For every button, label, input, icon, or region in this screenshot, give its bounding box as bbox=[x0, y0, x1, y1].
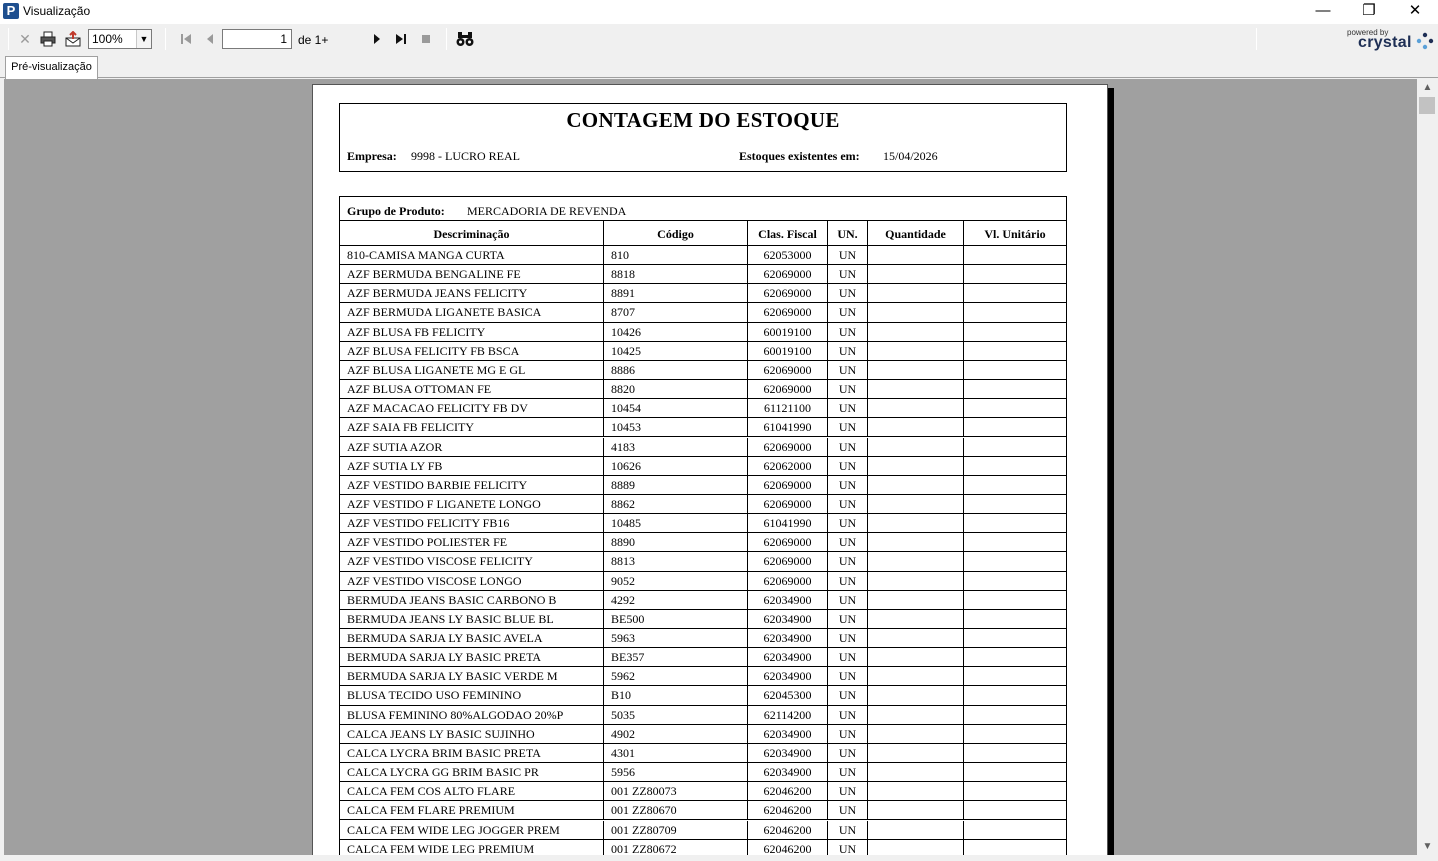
minimize-button[interactable]: — bbox=[1315, 2, 1331, 19]
cell-descriminacao: AZF MACACAO FELICITY FB DV bbox=[340, 399, 604, 418]
scroll-down-icon[interactable]: ▼ bbox=[1422, 841, 1433, 852]
cell-clas-fiscal: 62069000 bbox=[748, 552, 828, 571]
cell-vl-unitario bbox=[964, 380, 1066, 399]
page-count-label: de 1+ bbox=[298, 33, 329, 47]
cell-descriminacao: CALCA FEM WIDE LEG JOGGER PREM bbox=[340, 821, 604, 840]
cell-codigo: B10 bbox=[604, 686, 748, 705]
cell-descriminacao: AZF SAIA FB FELICITY bbox=[340, 418, 604, 437]
table-row bbox=[340, 246, 1066, 265]
cell-vl-unitario bbox=[964, 476, 1066, 495]
crystal-logo bbox=[1346, 28, 1436, 52]
cell-quantidade bbox=[868, 706, 964, 725]
cell-descriminacao: AZF VESTIDO POLIESTER FE bbox=[340, 533, 604, 552]
table-row bbox=[340, 342, 1066, 361]
cell-clas-fiscal: 62069000 bbox=[748, 572, 828, 591]
cell-clas-fiscal: 62069000 bbox=[748, 265, 828, 284]
cell-codigo: 10485 bbox=[604, 514, 748, 533]
cell-clas-fiscal: 62034900 bbox=[748, 591, 828, 610]
cell-codigo: 10453 bbox=[604, 418, 748, 437]
table-row bbox=[340, 418, 1066, 437]
cell-vl-unitario bbox=[964, 744, 1066, 763]
cell-descriminacao: BLUSA FEMININO 80%ALGODAO 20%P bbox=[340, 706, 604, 725]
cell-vl-unitario bbox=[964, 265, 1066, 284]
stop-icon[interactable] bbox=[416, 28, 436, 50]
cell-un: UN bbox=[828, 399, 868, 418]
cell-vl-unitario bbox=[964, 686, 1066, 705]
cell-vl-unitario bbox=[964, 725, 1066, 744]
cell-clas-fiscal: 62114200 bbox=[748, 706, 828, 725]
table-row bbox=[340, 782, 1066, 801]
cell-vl-unitario bbox=[964, 667, 1066, 686]
cell-un: UN bbox=[828, 706, 868, 725]
table-row bbox=[340, 667, 1066, 686]
crystal-logo-icon bbox=[1416, 32, 1434, 50]
crystal-powered-by: powered by bbox=[1347, 28, 1389, 37]
scroll-thumb[interactable] bbox=[1419, 97, 1435, 114]
cell-codigo: 4902 bbox=[604, 725, 748, 744]
cell-codigo: 8820 bbox=[604, 380, 748, 399]
tab-bar bbox=[0, 56, 1438, 78]
cell-vl-unitario bbox=[964, 438, 1066, 457]
cell-quantidade bbox=[868, 418, 964, 437]
cell-quantidade bbox=[868, 284, 964, 303]
cell-un: UN bbox=[828, 667, 868, 686]
previous-page-icon[interactable] bbox=[200, 28, 220, 50]
cell-vl-unitario bbox=[964, 552, 1066, 571]
cell-quantidade bbox=[868, 438, 964, 457]
cell-clas-fiscal: 62069000 bbox=[748, 284, 828, 303]
cell-un: UN bbox=[828, 744, 868, 763]
column-header-un: UN. bbox=[828, 221, 868, 246]
cell-descriminacao: AZF BERMUDA LIGANETE BASICA bbox=[340, 303, 604, 322]
cell-un: UN bbox=[828, 629, 868, 648]
search-binoculars-icon[interactable] bbox=[455, 28, 475, 50]
toolbar-separator bbox=[8, 28, 9, 50]
page-number-input[interactable] bbox=[222, 29, 292, 49]
cell-codigo: 8707 bbox=[604, 303, 748, 322]
cell-codigo: 001 ZZ80670 bbox=[604, 801, 748, 820]
cell-descriminacao: CALCA FEM WIDE LEG PREMIUM bbox=[340, 840, 604, 855]
cell-quantidade bbox=[868, 342, 964, 361]
cell-codigo: 10426 bbox=[604, 323, 748, 342]
chevron-down-icon[interactable]: ▼ bbox=[136, 30, 151, 48]
cell-vl-unitario bbox=[964, 361, 1066, 380]
toolbar-separator bbox=[1256, 28, 1257, 50]
cell-descriminacao: AZF BERMUDA JEANS FELICITY bbox=[340, 284, 604, 303]
cell-quantidade bbox=[868, 323, 964, 342]
cell-vl-unitario bbox=[964, 840, 1066, 855]
cell-clas-fiscal: 61041990 bbox=[748, 514, 828, 533]
cell-vl-unitario bbox=[964, 591, 1066, 610]
cell-quantidade bbox=[868, 821, 964, 840]
cell-quantidade bbox=[868, 591, 964, 610]
cell-clas-fiscal: 60019100 bbox=[748, 323, 828, 342]
cell-descriminacao: BERMUDA SARJA LY BASIC AVELA bbox=[340, 629, 604, 648]
table-row bbox=[340, 763, 1066, 782]
cell-quantidade bbox=[868, 610, 964, 629]
tab-preview[interactable]: Pré-visualização bbox=[5, 56, 98, 79]
cell-descriminacao: AZF SUTIA LY FB bbox=[340, 457, 604, 476]
table-row bbox=[340, 801, 1066, 820]
cell-descriminacao: AZF BLUSA FELICITY FB BSCA bbox=[340, 342, 604, 361]
cell-descriminacao: BERMUDA SARJA LY BASIC PRETA bbox=[340, 648, 604, 667]
cell-vl-unitario bbox=[964, 610, 1066, 629]
report-header bbox=[339, 103, 1067, 172]
cell-descriminacao: 810-CAMISA MANGA CURTA bbox=[340, 246, 604, 265]
toolbar bbox=[0, 24, 1438, 56]
table-row bbox=[340, 303, 1066, 322]
cell-clas-fiscal: 62034900 bbox=[748, 610, 828, 629]
cell-quantidade bbox=[868, 648, 964, 667]
vertical-scrollbar[interactable] bbox=[1417, 79, 1438, 855]
cell-clas-fiscal: 62046200 bbox=[748, 840, 828, 855]
cell-descriminacao: AZF SUTIA AZOR bbox=[340, 438, 604, 457]
window-title: Visualização bbox=[23, 4, 91, 18]
cell-un: UN bbox=[828, 552, 868, 571]
cell-un: UN bbox=[828, 476, 868, 495]
table-row bbox=[340, 744, 1066, 763]
zoom-select[interactable] bbox=[88, 29, 152, 49]
cell-codigo: 8889 bbox=[604, 476, 748, 495]
cell-un: UN bbox=[828, 572, 868, 591]
cell-quantidade bbox=[868, 533, 964, 552]
cell-codigo: 8886 bbox=[604, 361, 748, 380]
cell-clas-fiscal: 61121100 bbox=[748, 399, 828, 418]
cell-codigo: 4301 bbox=[604, 744, 748, 763]
table-row bbox=[340, 648, 1066, 667]
cell-clas-fiscal: 62069000 bbox=[748, 380, 828, 399]
cell-quantidade bbox=[868, 476, 964, 495]
column-header-codigo: Código bbox=[604, 221, 748, 246]
cell-codigo: 4183 bbox=[604, 438, 748, 457]
cell-quantidade bbox=[868, 265, 964, 284]
cell-codigo: 8890 bbox=[604, 533, 748, 552]
last-page-icon[interactable] bbox=[391, 28, 411, 50]
cell-un: UN bbox=[828, 686, 868, 705]
cell-codigo: 001 ZZ80709 bbox=[604, 821, 748, 840]
cell-codigo: 5035 bbox=[604, 706, 748, 725]
cell-un: UN bbox=[828, 323, 868, 342]
title-bar bbox=[0, 0, 1438, 24]
table-row bbox=[340, 323, 1066, 342]
cell-vl-unitario bbox=[964, 629, 1066, 648]
cell-un: UN bbox=[828, 610, 868, 629]
table-row bbox=[340, 399, 1066, 418]
table-row bbox=[340, 514, 1066, 533]
cell-clas-fiscal: 62034900 bbox=[748, 648, 828, 667]
cell-descriminacao: BERMUDA JEANS LY BASIC BLUE BL bbox=[340, 610, 604, 629]
cell-clas-fiscal: 62069000 bbox=[748, 533, 828, 552]
table-row bbox=[340, 457, 1066, 476]
print-icon[interactable] bbox=[38, 28, 58, 50]
cell-un: UN bbox=[828, 380, 868, 399]
cell-descriminacao: CALCA JEANS LY BASIC SUJINHO bbox=[340, 725, 604, 744]
cell-quantidade bbox=[868, 303, 964, 322]
cell-quantidade bbox=[868, 572, 964, 591]
table-row bbox=[340, 361, 1066, 380]
zoom-value: 100% bbox=[92, 32, 123, 46]
cell-codigo: 9052 bbox=[604, 572, 748, 591]
table-row bbox=[340, 706, 1066, 725]
estoques-date: 15/04/2026 bbox=[883, 149, 938, 163]
grupo-label: Grupo de Produto: bbox=[347, 204, 445, 218]
cell-quantidade bbox=[868, 782, 964, 801]
cell-quantidade bbox=[868, 629, 964, 648]
cell-vl-unitario bbox=[964, 342, 1066, 361]
cell-un: UN bbox=[828, 495, 868, 514]
cell-clas-fiscal: 62046200 bbox=[748, 821, 828, 840]
cell-vl-unitario bbox=[964, 648, 1066, 667]
cell-codigo: 4292 bbox=[604, 591, 748, 610]
table-row bbox=[340, 552, 1066, 571]
cell-quantidade bbox=[868, 667, 964, 686]
close-window-button[interactable]: ✕ bbox=[1408, 2, 1422, 19]
cell-quantidade bbox=[868, 725, 964, 744]
cell-codigo: 8862 bbox=[604, 495, 748, 514]
cell-vl-unitario bbox=[964, 706, 1066, 725]
cell-codigo: 10626 bbox=[604, 457, 748, 476]
table-row bbox=[340, 265, 1066, 284]
cell-quantidade bbox=[868, 380, 964, 399]
cell-codigo: BE357 bbox=[604, 648, 748, 667]
cell-quantidade bbox=[868, 686, 964, 705]
export-icon[interactable] bbox=[63, 28, 83, 50]
cell-un: UN bbox=[828, 533, 868, 552]
toolbar-separator bbox=[165, 28, 166, 50]
cell-un: UN bbox=[828, 265, 868, 284]
page-number-value: 1 bbox=[280, 32, 287, 46]
cell-descriminacao: CALCA FEM COS ALTO FLARE bbox=[340, 782, 604, 801]
cell-descriminacao: AZF VESTIDO F LIGANETE LONGO bbox=[340, 495, 604, 514]
cell-quantidade bbox=[868, 457, 964, 476]
cell-descriminacao: AZF BERMUDA BENGALINE FE bbox=[340, 265, 604, 284]
table-row bbox=[340, 610, 1066, 629]
cell-un: UN bbox=[828, 782, 868, 801]
empresa-value: 9998 - LUCRO REAL bbox=[411, 149, 520, 163]
table-row bbox=[340, 840, 1066, 855]
app-icon: P bbox=[3, 3, 19, 19]
cell-quantidade bbox=[868, 552, 964, 571]
cell-quantidade bbox=[868, 744, 964, 763]
cell-un: UN bbox=[828, 303, 868, 322]
cell-vl-unitario bbox=[964, 246, 1066, 265]
cell-vl-unitario bbox=[964, 418, 1066, 437]
grupo-value: MERCADORIA DE REVENDA bbox=[467, 204, 627, 218]
cell-quantidade bbox=[868, 495, 964, 514]
column-header-vl-unitario: Vl. Unitário bbox=[964, 221, 1066, 246]
cell-descriminacao: CALCA LYCRA GG BRIM BASIC PR bbox=[340, 763, 604, 782]
cell-clas-fiscal: 61041990 bbox=[748, 418, 828, 437]
cell-descriminacao: CALCA FEM FLARE PREMIUM bbox=[340, 801, 604, 820]
empresa-label: Empresa: bbox=[347, 149, 397, 163]
table-row bbox=[340, 572, 1066, 591]
cell-codigo: 5956 bbox=[604, 763, 748, 782]
column-header-quantidade: Quantidade bbox=[868, 221, 964, 246]
cell-vl-unitario bbox=[964, 572, 1066, 591]
cell-un: UN bbox=[828, 801, 868, 820]
scroll-up-icon[interactable]: ▲ bbox=[1422, 82, 1433, 93]
table-row bbox=[340, 591, 1066, 610]
cell-un: UN bbox=[828, 648, 868, 667]
cell-un: UN bbox=[828, 284, 868, 303]
toolbar-separator bbox=[446, 28, 447, 50]
cell-codigo: 10425 bbox=[604, 342, 748, 361]
cell-clas-fiscal: 62069000 bbox=[748, 476, 828, 495]
cell-descriminacao: AZF VESTIDO FELICITY FB16 bbox=[340, 514, 604, 533]
cell-un: UN bbox=[828, 342, 868, 361]
stock-table bbox=[339, 196, 1067, 855]
column-header-clas-fiscal: Clas. Fiscal bbox=[748, 221, 828, 246]
cell-vl-unitario bbox=[964, 399, 1066, 418]
restore-button[interactable]: ❐ bbox=[1362, 2, 1376, 19]
bottom-border bbox=[0, 855, 1438, 861]
cell-descriminacao: AZF BLUSA OTTOMAN FE bbox=[340, 380, 604, 399]
close-report-icon[interactable]: ✕ bbox=[19, 31, 31, 47]
cell-un: UN bbox=[828, 725, 868, 744]
cell-un: UN bbox=[828, 438, 868, 457]
cell-un: UN bbox=[828, 246, 868, 265]
cell-quantidade bbox=[868, 801, 964, 820]
cell-vl-unitario bbox=[964, 457, 1066, 476]
cell-vl-unitario bbox=[964, 763, 1066, 782]
cell-un: UN bbox=[828, 361, 868, 380]
cell-vl-unitario bbox=[964, 495, 1066, 514]
cell-clas-fiscal: 62045300 bbox=[748, 686, 828, 705]
cell-un: UN bbox=[828, 763, 868, 782]
first-page-icon[interactable] bbox=[176, 28, 196, 50]
cell-clas-fiscal: 62034900 bbox=[748, 629, 828, 648]
cell-quantidade bbox=[868, 763, 964, 782]
cell-descriminacao: AZF VESTIDO VISCOSE LONGO bbox=[340, 572, 604, 591]
cell-quantidade bbox=[868, 399, 964, 418]
cell-quantidade bbox=[868, 514, 964, 533]
estoques-label: Estoques existentes em: bbox=[739, 149, 860, 163]
report-page bbox=[312, 84, 1108, 855]
cell-un: UN bbox=[828, 418, 868, 437]
cell-descriminacao: AZF VESTIDO BARBIE FELICITY bbox=[340, 476, 604, 495]
cell-vl-unitario bbox=[964, 303, 1066, 322]
cell-descriminacao: AZF BLUSA LIGANETE MG E GL bbox=[340, 361, 604, 380]
cell-descriminacao: AZF VESTIDO VISCOSE FELICITY bbox=[340, 552, 604, 571]
cell-clas-fiscal: 62069000 bbox=[748, 303, 828, 322]
cell-clas-fiscal: 62069000 bbox=[748, 361, 828, 380]
cell-codigo: 001 ZZ80073 bbox=[604, 782, 748, 801]
cell-vl-unitario bbox=[964, 821, 1066, 840]
next-page-icon[interactable] bbox=[367, 28, 387, 50]
table-row bbox=[340, 438, 1066, 457]
cell-un: UN bbox=[828, 821, 868, 840]
cell-un: UN bbox=[828, 840, 868, 855]
cell-vl-unitario bbox=[964, 533, 1066, 552]
group-header bbox=[340, 197, 1066, 221]
table-row bbox=[340, 495, 1066, 514]
report-viewer bbox=[4, 79, 1417, 855]
cell-vl-unitario bbox=[964, 782, 1066, 801]
cell-vl-unitario bbox=[964, 801, 1066, 820]
cell-codigo: 001 ZZ80672 bbox=[604, 840, 748, 855]
cell-descriminacao: CALCA LYCRA BRIM BASIC PRETA bbox=[340, 744, 604, 763]
cell-vl-unitario bbox=[964, 514, 1066, 533]
table-row bbox=[340, 380, 1066, 399]
table-row bbox=[340, 725, 1066, 744]
cell-quantidade bbox=[868, 840, 964, 855]
cell-quantidade bbox=[868, 246, 964, 265]
cell-un: UN bbox=[828, 591, 868, 610]
cell-clas-fiscal: 62062000 bbox=[748, 457, 828, 476]
cell-codigo: 8813 bbox=[604, 552, 748, 571]
cell-clas-fiscal: 62034900 bbox=[748, 744, 828, 763]
cell-clas-fiscal: 62069000 bbox=[748, 495, 828, 514]
table-row bbox=[340, 686, 1066, 705]
cell-descriminacao: AZF BLUSA FB FELICITY bbox=[340, 323, 604, 342]
cell-clas-fiscal: 62034900 bbox=[748, 763, 828, 782]
cell-codigo: 10454 bbox=[604, 399, 748, 418]
cell-clas-fiscal: 62046200 bbox=[748, 782, 828, 801]
cell-clas-fiscal: 60019100 bbox=[748, 342, 828, 361]
table-row bbox=[340, 821, 1066, 840]
crystal-brand-name: crystal bbox=[1358, 34, 1412, 51]
cell-codigo: 8818 bbox=[604, 265, 748, 284]
table-row bbox=[340, 284, 1066, 303]
cell-descriminacao: BERMUDA SARJA LY BASIC VERDE M bbox=[340, 667, 604, 686]
cell-descriminacao: BLUSA TECIDO USO FEMININO bbox=[340, 686, 604, 705]
cell-codigo: 5963 bbox=[604, 629, 748, 648]
column-header-descriminacao: Descriminação bbox=[340, 221, 604, 246]
cell-clas-fiscal: 62034900 bbox=[748, 667, 828, 686]
cell-clas-fiscal: 62053000 bbox=[748, 246, 828, 265]
cell-codigo: BE500 bbox=[604, 610, 748, 629]
cell-un: UN bbox=[828, 514, 868, 533]
cell-un: UN bbox=[828, 457, 868, 476]
cell-clas-fiscal: 62069000 bbox=[748, 438, 828, 457]
table-row bbox=[340, 533, 1066, 552]
table-row bbox=[340, 476, 1066, 495]
cell-vl-unitario bbox=[964, 284, 1066, 303]
cell-quantidade bbox=[868, 361, 964, 380]
cell-codigo: 8891 bbox=[604, 284, 748, 303]
table-row bbox=[340, 629, 1066, 648]
cell-descriminacao: BERMUDA JEANS BASIC CARBONO B bbox=[340, 591, 604, 610]
report-title: CONTAGEM DO ESTOQUE bbox=[566, 108, 840, 132]
cell-codigo: 810 bbox=[604, 246, 748, 265]
cell-vl-unitario bbox=[964, 323, 1066, 342]
cell-clas-fiscal: 62046200 bbox=[748, 801, 828, 820]
cell-codigo: 5962 bbox=[604, 667, 748, 686]
cell-clas-fiscal: 62034900 bbox=[748, 725, 828, 744]
